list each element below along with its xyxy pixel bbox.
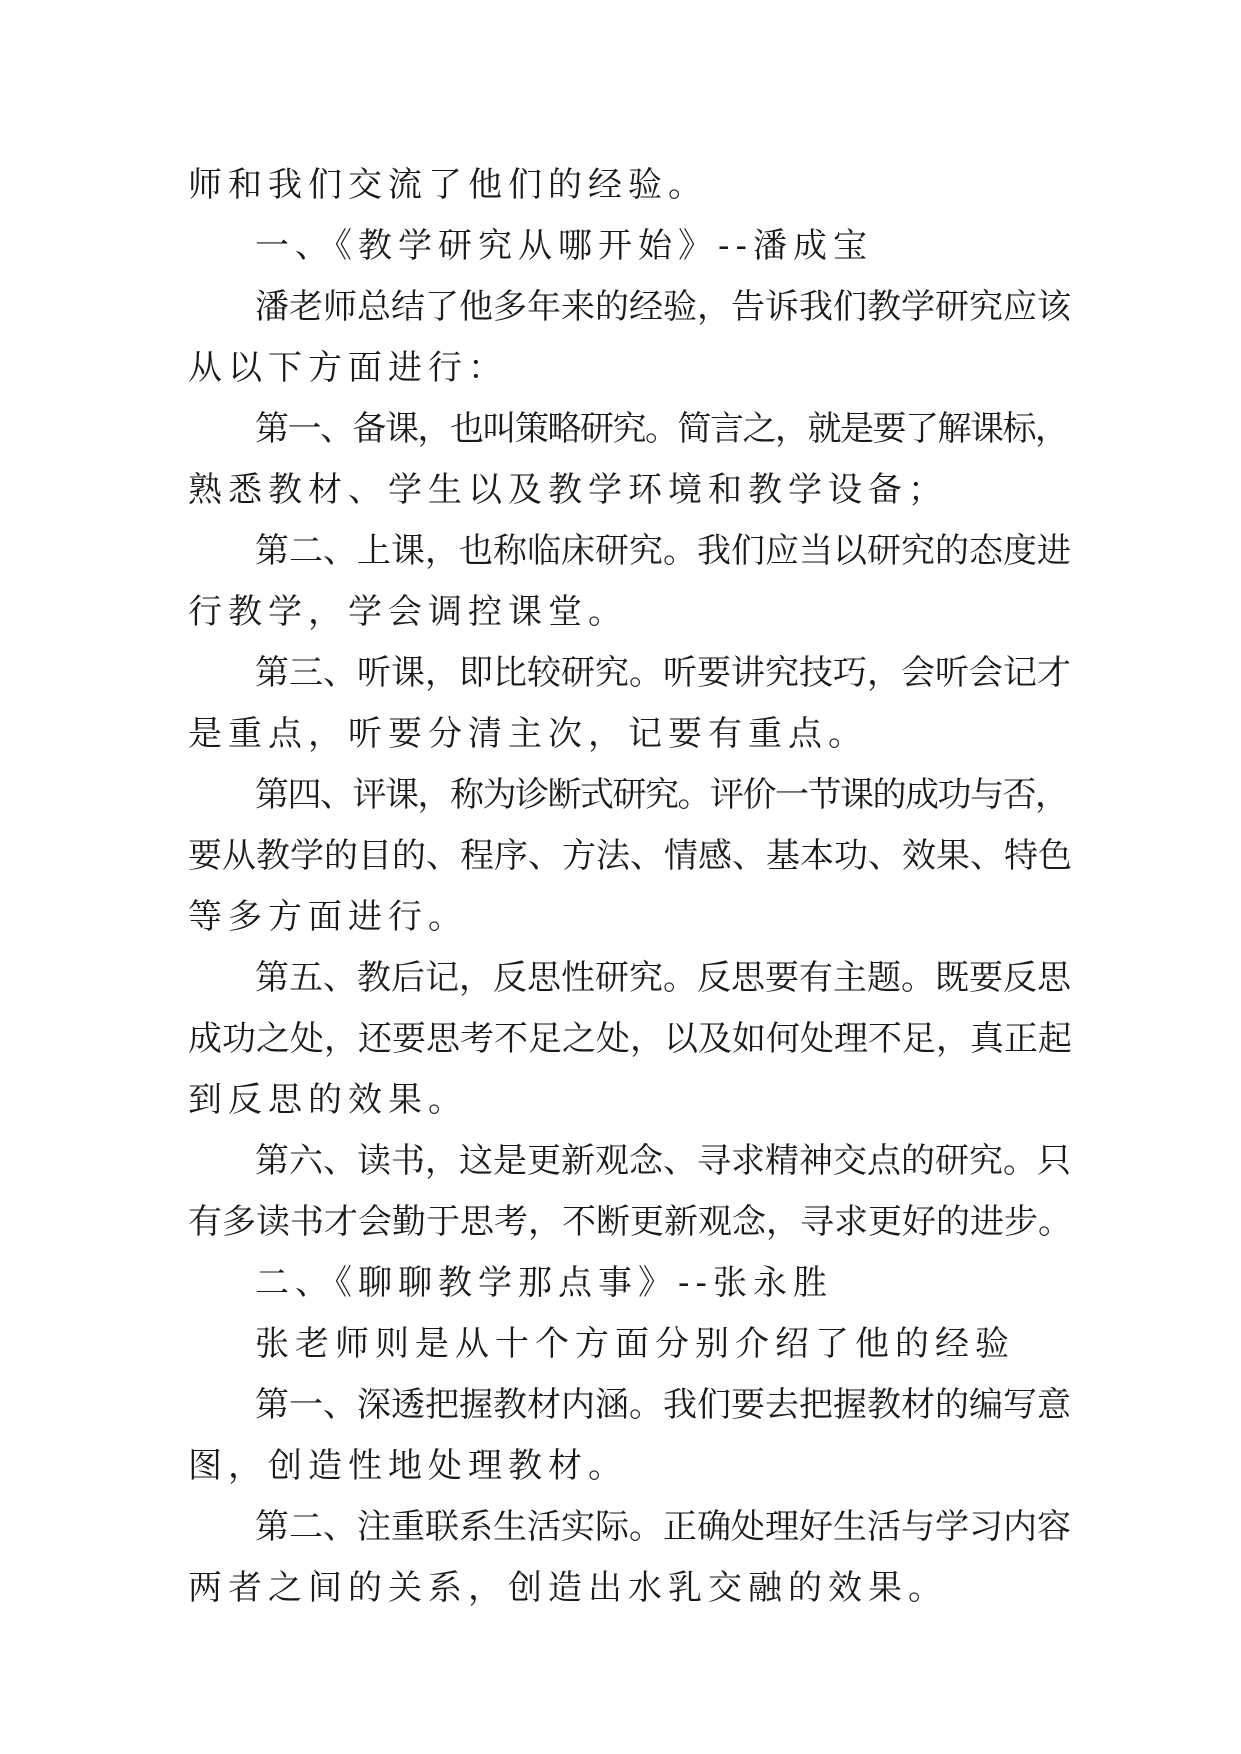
text-line-11: 第四、评课，称为诊断式研究。评价一节课的成功与否，: [255, 775, 1068, 815]
text-line-14: 第五、教后记，反思性研究。反思要有主题。既要反思: [255, 958, 1071, 998]
text-line-3: 潘老师总结了他多年来的经验，告诉我们教学研究应该: [255, 287, 1071, 327]
text-line-13: 等多方面进行。: [188, 897, 468, 937]
text-line-24: 两者之间的关系，创造出水乳交融的效果。: [188, 1568, 948, 1608]
text-line-6: 熟悉教材、学生以及教学环境和教学设备；: [188, 470, 948, 510]
text-line-23: 第二、注重联系生活实际。正确处理好生活与学习内容: [255, 1507, 1071, 1547]
text-line-16: 到反思的效果。: [188, 1080, 468, 1120]
text-line-20: 张老师则是从十个方面分别介绍了他的经验: [255, 1324, 1015, 1364]
text-line-15: 成功之处，还要思考不足之处，以及如何处理不足，真正起: [188, 1019, 1072, 1059]
text-line-8: 行教学，学会调控课堂。: [188, 592, 628, 632]
text-line-7: 第二、上课，也称临床研究。我们应当以研究的态度进: [255, 531, 1071, 571]
text-line-9: 第三、听课，即比较研究。听要讲究技巧，会听会记才: [255, 653, 1071, 693]
text-line-4: 从以下方面进行：: [188, 348, 508, 388]
text-line-17: 第六、读书，这是更新观念、寻求精神交点的研究。只: [255, 1141, 1071, 1181]
text-line-21: 第一、深透把握教材内涵。我们要去把握教材的编写意: [255, 1385, 1071, 1425]
text-line-22: 图，创造性地处理教材。: [188, 1446, 628, 1486]
section-heading-2: 二、《聊聊教学那点事》--张永胜: [255, 1263, 833, 1303]
section-heading-1: 一、《教学研究从哪开始》--潘成宝: [255, 226, 873, 266]
text-line-12: 要从教学的目的、程序、方法、情感、基本功、效果、特色: [188, 836, 1072, 876]
text-line-18: 有多读书才会勤于思考，不断更新观念，寻求更好的进步。: [188, 1202, 1072, 1242]
text-line-5: 第一、备课，也叫策略研究。简言之，就是要了解课标，: [255, 409, 1068, 449]
text-line-10: 是重点，听要分清主次，记要有重点。: [188, 714, 868, 754]
text-line-1: 师和我们交流了他们的经验。: [188, 165, 708, 205]
